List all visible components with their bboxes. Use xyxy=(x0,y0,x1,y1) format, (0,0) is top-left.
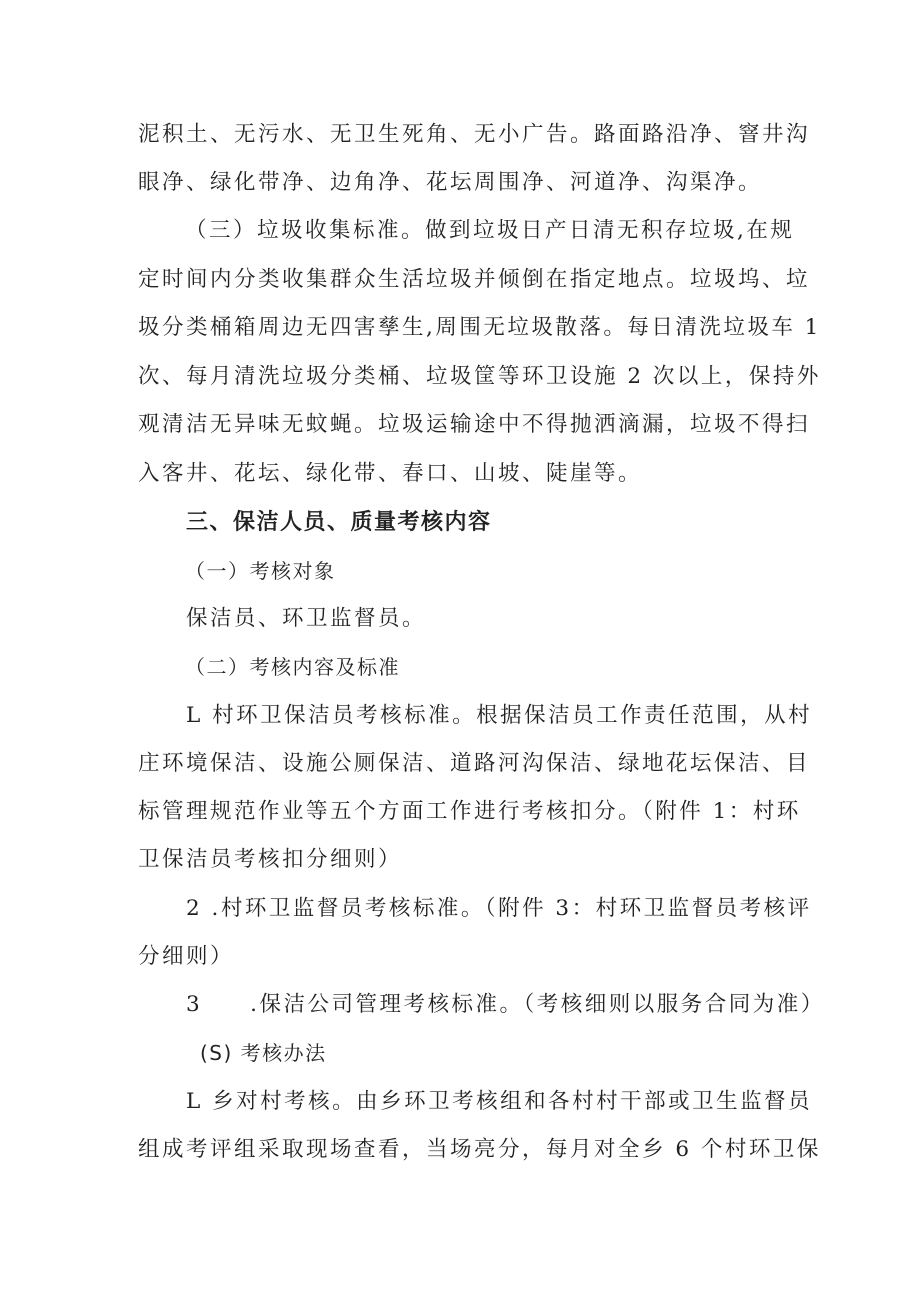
paragraph-line: （三）垃圾收集标准。做到垃圾日产日清无积存垃圾,在规 xyxy=(185,218,795,243)
paragraph-line: 泥积土、无污水、无卫生死角、无小广告。路面路沿净、窨井沟 xyxy=(138,122,811,147)
paragraph-line: 3 .保洁公司管理考核标准。（考核细则以服务合同为准） xyxy=(186,992,825,1017)
paragraph-line: L 乡对村考核。由乡环卫考核组和各村村干部或卫生监督员 xyxy=(186,1089,813,1114)
paragraph-line: 标管理规范作业等五个方面工作进行考核扣分。（附件 1：村环 xyxy=(138,799,801,824)
paragraph-line: 圾分类桶箱周边无四害孳生,周围无垃圾散落。每日清洗垃圾车 1 xyxy=(138,315,821,340)
paragraph-line: 保洁员、环卫监督员。 xyxy=(186,606,427,631)
paragraph-line: 卫保洁员考核扣分细则） xyxy=(138,847,403,872)
paragraph-line: 庄环境保洁、设施公厕保洁、道路河沟保洁、绿地花坛保洁、目 xyxy=(138,751,811,776)
subsection-heading: (S) 考核办法 xyxy=(200,1041,327,1065)
paragraph-line: 观清洁无异味无蚊蝇。垃圾运输途中不得抛洒滴漏，垃圾不得扫 xyxy=(138,412,811,437)
paragraph-line: L 村环卫保洁员考核标准。根据保洁员工作责任范围，从村 xyxy=(186,703,813,728)
subsection-heading: （一）考核对象 xyxy=(185,559,336,583)
section-heading: 三、保洁人员、质量考核内容 xyxy=(186,510,492,535)
paragraph-line: 2 .村环卫监督员考核标准。（附件 3：村环卫监督员考核评 xyxy=(186,896,812,921)
paragraph-line: 分细则） xyxy=(138,944,235,969)
paragraph-line: 入客井、花坛、绿化带、春口、山坡、陡崖等。 xyxy=(138,461,643,486)
paragraph-line: 定时间内分类收集群众生活垃圾并倾倒在指定地点。垃圾坞、垃 xyxy=(138,267,811,292)
paragraph-line: 组成考评组采取现场查看，当场亮分，每月对全乡 6 个村环卫保 xyxy=(138,1137,821,1162)
subsection-heading: （二）考核内容及标准 xyxy=(185,655,400,679)
paragraph-line: 眼净、绿化带净、边角净、花坛周围净、河道净、沟渠净。 xyxy=(138,170,763,195)
paragraph-line: 次、每月清洗垃圾分类桶、垃圾筐等环卫设施 2 次以上，保持外 xyxy=(138,364,821,389)
